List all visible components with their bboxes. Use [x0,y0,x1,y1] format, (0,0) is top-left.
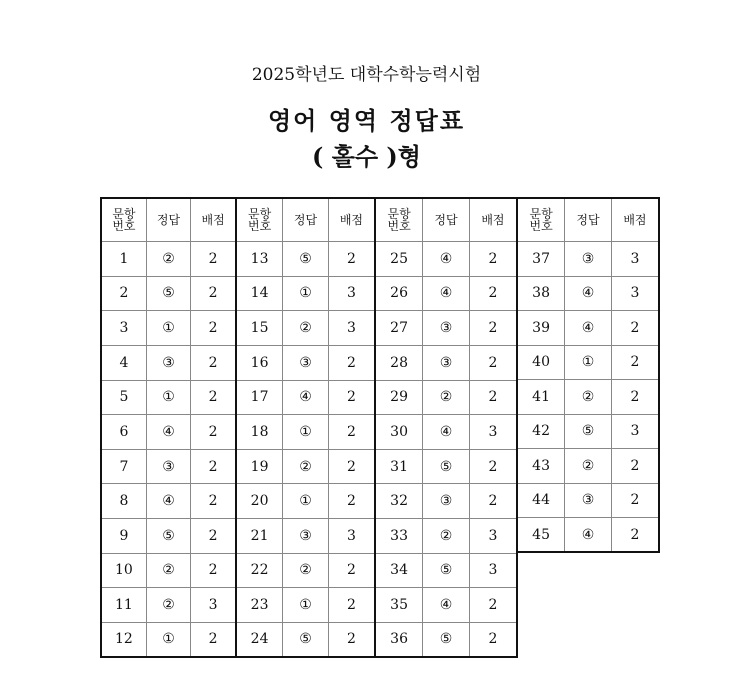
points: 3 [328,311,374,346]
correct-answer: ② [146,553,190,588]
points: 3 [469,553,516,588]
table-row [376,588,516,623]
answer-table [518,199,658,551]
question-number-header: 문항 번호 [237,199,283,242]
table-row [237,519,374,554]
question-number: 30 [376,415,423,450]
subject-title: 영어 영역 정답표 [268,106,465,135]
table-row [518,242,658,277]
header-row [376,199,516,242]
correct-answer-header: 정답 [423,199,470,242]
question-number: 8 [102,484,146,519]
correct-answer: ⑤ [283,622,329,656]
table-row [102,553,235,588]
correct-answer-header: 정답 [565,199,612,242]
question-number: 13 [237,242,283,277]
correct-answer: ④ [146,415,190,450]
question-number: 4 [102,345,146,380]
question-number: 31 [376,449,423,484]
correct-answer: ⑤ [423,449,470,484]
answer-block-4 [516,197,660,553]
question-number: 35 [376,588,423,623]
table-row [237,484,374,519]
table-row [102,449,235,484]
correct-answer: ② [283,311,329,346]
correct-answer: ③ [283,345,329,380]
correct-answer: ③ [146,345,190,380]
correct-answer: ② [146,588,190,623]
table-row [376,311,516,346]
table-row [376,553,516,588]
table-row [102,622,235,656]
correct-answer: ① [146,311,190,346]
question-number: 40 [518,345,565,380]
points: 2 [469,242,516,277]
question-number: 22 [237,553,283,588]
answer-block-3 [374,197,518,658]
question-number: 44 [518,483,565,518]
table-row [102,311,235,346]
points: 2 [469,311,516,346]
points: 3 [469,519,516,554]
table-row [518,483,658,518]
table-row [518,414,658,449]
points: 2 [191,622,235,656]
correct-answer: ② [283,449,329,484]
question-number: 38 [518,276,565,311]
correct-answer: ④ [423,242,470,277]
points: 2 [191,519,235,554]
correct-answer: ④ [565,276,612,311]
question-number-header: 문항 번호 [518,199,565,242]
table-row [237,242,374,277]
correct-answer-header: 정답 [283,199,329,242]
question-number: 25 [376,242,423,277]
points: 2 [191,553,235,588]
table-row [376,345,516,380]
question-number: 26 [376,276,423,311]
question-number: 2 [102,276,146,311]
correct-answer: ① [565,345,612,380]
table-row [237,449,374,484]
correct-answer: ⑤ [423,622,470,656]
table-row [237,380,374,415]
table-row [518,276,658,311]
table-row [102,380,235,415]
correct-answer: ③ [565,483,612,518]
question-number: 32 [376,484,423,519]
points: 2 [328,242,374,277]
correct-answer: ① [283,484,329,519]
table-row [102,276,235,311]
question-number: 10 [102,553,146,588]
table-row [376,380,516,415]
points: 3 [611,276,658,311]
correct-answer: ① [283,276,329,311]
points: 2 [191,276,235,311]
correct-answer: ③ [423,311,470,346]
points: 2 [469,622,516,656]
table-row [376,276,516,311]
points: 2 [191,242,235,277]
question-number: 14 [237,276,283,311]
points: 2 [469,588,516,623]
header-row [102,199,235,242]
question-number: 24 [237,622,283,656]
question-number: 28 [376,345,423,380]
correct-answer-header: 정답 [146,199,190,242]
table-row [376,622,516,656]
points: 2 [191,484,235,519]
points: 2 [611,449,658,484]
points: 3 [328,519,374,554]
points-header: 배점 [191,199,235,242]
question-number: 41 [518,380,565,415]
points: 2 [328,415,374,450]
points: 2 [328,380,374,415]
question-number: 39 [518,311,565,346]
points: 2 [328,553,374,588]
question-number: 43 [518,449,565,484]
question-number: 23 [237,588,283,623]
table-row [102,484,235,519]
table-row [237,415,374,450]
answer-block-2 [235,197,376,658]
correct-answer: ③ [283,519,329,554]
points: 2 [328,345,374,380]
table-row [102,588,235,623]
table-row [518,380,658,415]
points: 2 [469,484,516,519]
points: 2 [328,484,374,519]
question-number: 37 [518,242,565,277]
points: 2 [611,483,658,518]
question-number: 3 [102,311,146,346]
question-number: 5 [102,380,146,415]
table-row [102,242,235,277]
table-row [237,311,374,346]
table-row [237,276,374,311]
correct-answer: ⑤ [565,414,612,449]
question-number: 21 [237,519,283,554]
table-row [237,345,374,380]
points: 2 [469,276,516,311]
question-number: 29 [376,380,423,415]
question-number: 33 [376,519,423,554]
points: 2 [191,380,235,415]
question-number: 20 [237,484,283,519]
question-number: 19 [237,449,283,484]
points: 2 [469,345,516,380]
question-number-header: 문항 번호 [102,199,146,242]
points: 2 [469,449,516,484]
correct-answer: ② [423,380,470,415]
correct-answer: ① [283,415,329,450]
correct-answer: ② [423,519,470,554]
question-number: 6 [102,415,146,450]
question-number: 27 [376,311,423,346]
table-row [518,518,658,552]
table-row [102,345,235,380]
correct-answer: ④ [283,380,329,415]
points: 3 [611,414,658,449]
points-header: 배점 [328,199,374,242]
exam-title: 2025학년도 대학수학능력시험 [251,65,482,85]
table-row [376,415,516,450]
correct-answer: ⑤ [146,519,190,554]
header-row [237,199,374,242]
points: 2 [191,345,235,380]
question-number: 15 [237,311,283,346]
table-row [237,553,374,588]
question-number: 42 [518,414,565,449]
question-number: 11 [102,588,146,623]
table-row [518,345,658,380]
correct-answer: ② [565,449,612,484]
points: 2 [191,449,235,484]
points: 2 [328,588,374,623]
question-number: 7 [102,449,146,484]
question-number-header: 문항 번호 [376,199,423,242]
points: 3 [328,276,374,311]
correct-answer: ③ [423,345,470,380]
points: 3 [469,415,516,450]
correct-answer: ③ [423,484,470,519]
question-number: 36 [376,622,423,656]
correct-answer: ④ [565,311,612,346]
points: 2 [191,311,235,346]
answer-table [376,199,516,656]
points: 2 [611,518,658,552]
table-row [376,449,516,484]
table-row [376,519,516,554]
table-row [102,415,235,450]
table-row [518,449,658,484]
points: 3 [611,242,658,277]
table-row [237,588,374,623]
correct-answer: ④ [565,518,612,552]
correct-answer: ① [146,380,190,415]
points: 2 [328,449,374,484]
question-number: 16 [237,345,283,380]
correct-answer: ④ [146,484,190,519]
question-number: 45 [518,518,565,552]
header-row [518,199,658,242]
correct-answer: ② [283,553,329,588]
question-number: 12 [102,622,146,656]
points: 3 [191,588,235,623]
points: 2 [469,380,516,415]
table-row [237,622,374,656]
correct-answer: ③ [565,242,612,277]
table-row [518,311,658,346]
answer-table [102,199,235,656]
answer-block-1 [100,197,237,658]
answer-table [237,199,374,656]
points: 2 [611,345,658,380]
correct-answer: ⑤ [283,242,329,277]
correct-answer: ② [146,242,190,277]
points-header: 배점 [611,199,658,242]
question-number: 9 [102,519,146,554]
correct-answer: ⑤ [423,553,470,588]
question-number: 34 [376,553,423,588]
correct-answer: ④ [423,588,470,623]
points-header: 배점 [469,199,516,242]
question-number: 18 [237,415,283,450]
correct-answer: ③ [146,449,190,484]
correct-answer: ② [565,380,612,415]
points: 2 [611,380,658,415]
table-row [376,484,516,519]
question-number: 17 [237,380,283,415]
table-row [102,519,235,554]
table-row [376,242,516,277]
correct-answer: ① [146,622,190,656]
correct-answer: ① [283,588,329,623]
points: 2 [611,311,658,346]
correct-answer: ④ [423,415,470,450]
test-type: ( 홀수 )형 [312,142,421,171]
correct-answer: ⑤ [146,276,190,311]
points: 2 [191,415,235,450]
question-number: 1 [102,242,146,277]
points: 2 [328,622,374,656]
correct-answer: ④ [423,276,470,311]
